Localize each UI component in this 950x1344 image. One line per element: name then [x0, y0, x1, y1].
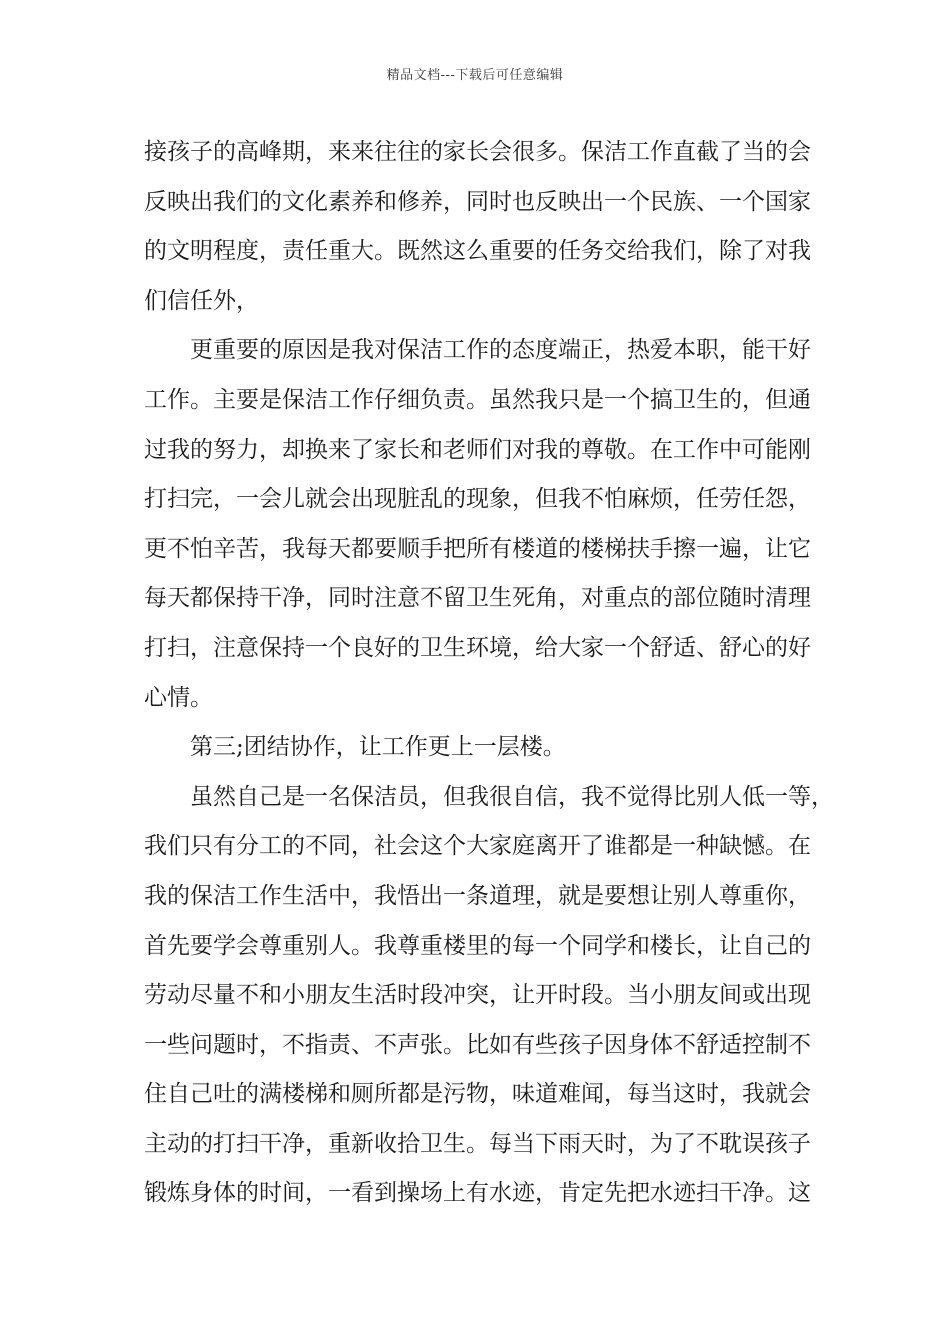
text-line: 虽然自己是一名保洁员，但我很自信，我不觉得比别人低一等， [190, 783, 834, 810]
text-line: 首先要学会尊重别人。我尊重楼里的每一个同学和楼长，让自己的 [144, 932, 811, 959]
text-line: 更不怕辛苦，我每天都要顺手把所有楼道的楼梯扶手擦一遍，让它 [144, 535, 811, 562]
text-line: 锻炼身体的时间，一看到操场上有水迹，肯定先把水迹扫干净。这 [144, 1180, 811, 1207]
text-line: 反映出我们的文化素养和修养，同时也反映出一个民族、一个国家 [144, 188, 811, 215]
text-line: 一些问题时，不指责、不声张。比如有些孩子因身体不舒适控制不 [144, 1031, 811, 1058]
text-line: 打扫完，一会儿就会出现脏乱的现象，但我不怕麻烦，任劳任怨， [144, 486, 811, 513]
text-line: 更重要的原因是我对保洁工作的态度端正，热爱本职，能干好 [190, 337, 811, 364]
document-body [144, 128, 834, 1219]
text-line: 劳动尽量不和小朋友生活时段冲突，让开时段。当小朋友间或出现 [144, 982, 811, 1009]
text-line: 打扫，注意保持一个良好的卫生环境，给大家一个舒适、舒心的好 [144, 634, 811, 661]
page-header: 精品文档---下载后可任意编辑 [386, 68, 564, 83]
text-line: 住自己吐的满楼梯和厕所都是污物，味道难闻，每当这时，我就会 [144, 1081, 811, 1108]
text-line: 主动的打扫干净，重新收拾卫生。每当下雨天时，为了不耽误孩子 [144, 1130, 811, 1157]
text-line: 的文明程度，责任重大。既然这么重要的任务交给我们，除了对我 [144, 238, 811, 265]
text-line: 接孩子的高峰期，来来往往的家长会很多。保洁工作直截了当的会 [144, 139, 811, 165]
text-line: 第三;团结协作，让工作更上一层楼。 [190, 734, 566, 761]
text-line: 们信任外， [144, 287, 259, 314]
text-line: 每天都保持干净，同时注意不留卫生死角，对重点的部位随时清理 [144, 585, 811, 612]
text-line: 工作。主要是保洁工作仔细负责。虽然我只是一个搞卫生的，但通 [144, 386, 811, 413]
text-line: 我的保洁工作生活中，我悟出一条道理，就是要想让别人尊重你， [144, 882, 811, 909]
text-line: 我们只有分工的不同，社会这个大家庭离开了谁都是一种缺憾。在 [144, 833, 811, 860]
text-line: 过我的努力，却换来了家长和老师们对我的尊敬。在工作中可能刚 [144, 436, 811, 463]
text-line: 心情。 [144, 684, 213, 711]
